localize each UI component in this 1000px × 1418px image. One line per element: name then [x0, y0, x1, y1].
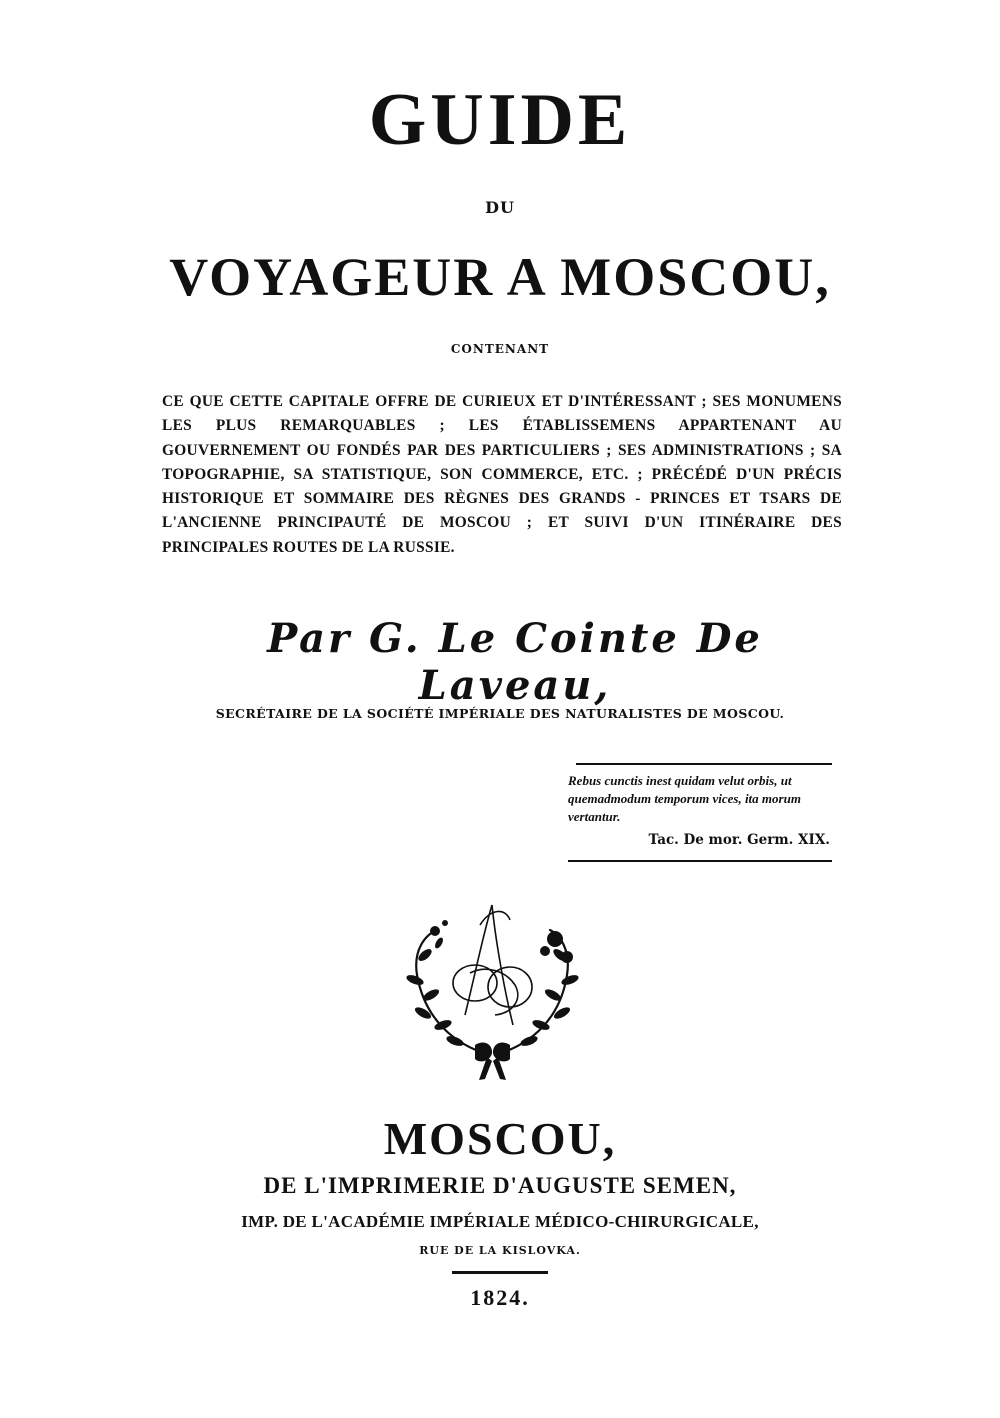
epigraph-citation: Tac. De mor. Germ. XIX. — [648, 832, 830, 848]
contents-description: CE QUE CETTE CAPITALE OFFRE DE CURIEUX ET D'INTÉRESSANT ; SES MONUMENS LES PLUS REMARQUABLES ; LES ÉTABLISSEMENS APPARTENANT AU GOUVERNEMENT OU FONDÉS PAR DES PARTICULIERS ; SES ADMINISTRATIONS ; SA TOPOGRAPHIE, SA STATISTIQUE, SON COMMERCE, ETC. ; PRÉCÉDÉ D'UN PRÉCIS HISTORIQUE ET SOMMAIRE DES RÈGNES DES GRANDS - PRINCES ET TSARS DE L'ANCIENNE PRINCIPAUTÉ DE MOSCOU ; ET SUIVI D'UN ITINÉRAIRE DES PRINCIPALES ROUTES DE LA RUSSIE. — [162, 393, 842, 556]
imprint-rule — [452, 1271, 548, 1274]
subtitle: VOYAGEUR A MOSCOU, — [169, 247, 831, 307]
author-byline: Par G. Le Cointe De Laveau, — [267, 615, 763, 709]
monogram-wreath-icon — [395, 895, 590, 1085]
imprint-academy: IMP. DE L'ACADÉMIE IMPÉRIALE MÉDICO-CHIRURGICALE, — [241, 1212, 759, 1231]
imprint-printer: DE L'IMPRIMERIE D'AUGUSTE SEMEN, — [263, 1173, 737, 1198]
publication-year: 1824. — [470, 1285, 530, 1310]
epigraph-quote: Rebus cunctis inest quidam velut orbis, ut quemadmodum temporum vices, ita morum vertantur. — [568, 773, 801, 824]
imprint-city: MOSCOU, — [383, 1113, 617, 1164]
imprint-street: RUE DE LA KISLOVKA. — [419, 1244, 581, 1257]
author-title: SECRÉTAIRE DE LA SOCIÉTÉ IMPÉRIALE DES NATURALISTES DE MOSCOU. — [215, 706, 785, 721]
epigraph-bottom-rule — [568, 860, 832, 862]
main-title: GUIDE — [368, 79, 632, 161]
title-connector: DU — [485, 198, 515, 217]
contenant-label: CONTENANT — [450, 342, 550, 356]
epigraph-top-rule — [576, 763, 832, 765]
